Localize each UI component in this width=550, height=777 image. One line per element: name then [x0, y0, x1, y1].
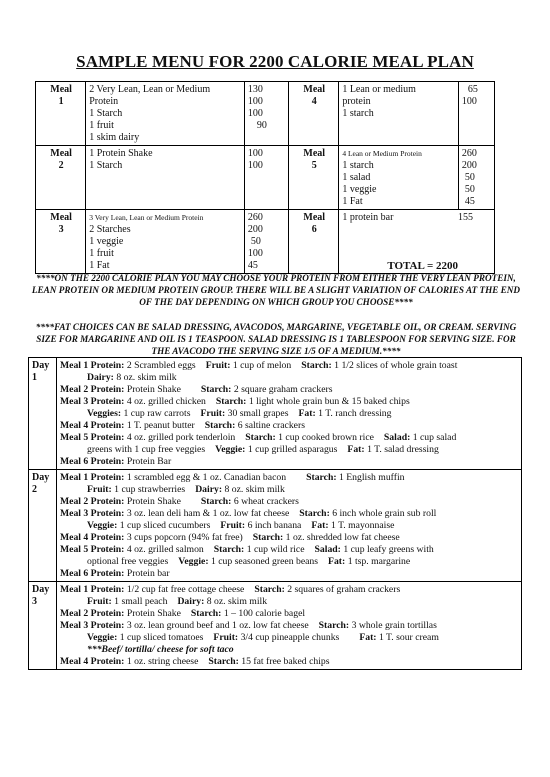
- meal-item: 1 protein bar: [342, 212, 394, 223]
- menu-category: Veggies:: [87, 408, 122, 419]
- menu-category: Meal 2 Protein:: [60, 496, 125, 507]
- menu-item-text: 4 oz. grilled chicken: [124, 396, 206, 407]
- meal-label-text: Meal: [50, 84, 72, 95]
- menu-category: Fruit:: [87, 596, 112, 607]
- menu-item-text: 1 cup strawberries: [111, 484, 186, 495]
- day-menu: [57, 358, 522, 470]
- menu-category: Meal 1 Protein:: [60, 584, 125, 595]
- day-menu: [57, 470, 522, 582]
- meal6-calories: 155: [458, 212, 473, 223]
- menu-line: [60, 556, 519, 568]
- menu-note: ***Beef/ tortilla/ cheese for soft taco: [87, 644, 234, 655]
- calorie-value: 45: [464, 196, 475, 207]
- meal-item: 1 Fat: [342, 196, 363, 207]
- menu-item-text: 6 saltine crackers: [235, 420, 305, 431]
- menu-category: Meal 4 Protein:: [60, 420, 125, 431]
- meal-item: 1 Starch: [89, 160, 123, 171]
- menu-category: Meal 3 Protein:: [60, 620, 125, 631]
- menu-category: Starch:: [208, 656, 239, 667]
- menu-item-text: 2 square graham crackers: [231, 384, 333, 395]
- meal-row: [36, 82, 495, 146]
- menu-item-text: Protein Shake: [124, 608, 181, 619]
- day-label: [29, 470, 57, 582]
- menu-line: [60, 656, 519, 668]
- meal-item: 1 Fat: [89, 260, 110, 271]
- meal-item: 1 fruit: [89, 120, 114, 131]
- meal-item: 1 veggie: [89, 236, 124, 247]
- day-label-number: 1: [32, 372, 37, 383]
- menu-category: Starch:: [301, 360, 332, 371]
- meal-item: 1 starch: [342, 108, 374, 119]
- menu-line: [60, 432, 519, 444]
- menu-item-text: 3 cups popcorn (94% fat free): [124, 532, 243, 543]
- calorie-value: 260: [461, 148, 477, 159]
- menu-item-text: 30 small grapes: [225, 408, 289, 419]
- menu-category: Meal 3 Protein:: [60, 508, 125, 519]
- menu-category: Meal 6 Protein:: [60, 456, 125, 467]
- calorie-value: 100: [247, 248, 263, 259]
- menu-item-text: 4 oz. grilled salmon: [124, 544, 204, 555]
- day-label: [29, 358, 57, 470]
- meal-item: 1 Protein Shake: [89, 148, 153, 159]
- menu-category: Veggie:: [215, 444, 246, 455]
- meal-item: 1 fruit: [89, 248, 114, 259]
- menu-line: [60, 420, 519, 432]
- meal-item: 1 veggie: [342, 184, 377, 195]
- menu-line: [60, 360, 519, 372]
- menu-category: Starch:: [190, 608, 222, 619]
- menu-line: [60, 568, 519, 580]
- menu-line: [60, 632, 519, 644]
- menu-item-text: 1 1/2 slices of whole grain toast: [331, 360, 458, 371]
- menu-item-text: 1 T. ranch dressing: [315, 408, 392, 419]
- menu-category: Starch:: [306, 472, 337, 483]
- meal-calories: [244, 210, 288, 274]
- day-label: [29, 582, 57, 670]
- meal-calories: [244, 146, 288, 210]
- menu-line: [60, 608, 519, 620]
- meal-label-number: 6: [311, 224, 317, 235]
- menu-line: [60, 384, 519, 396]
- menu-item-text: 1 T. sour cream: [376, 632, 439, 643]
- day-row: [29, 470, 522, 582]
- menu-category: Salad:: [383, 432, 411, 443]
- menu-category: Starch:: [213, 544, 245, 555]
- menu-item-text: 1 T. mayonnaise: [328, 520, 395, 531]
- meal-item: 4 Lean or Medium Protein: [342, 149, 422, 158]
- menu-line: [60, 620, 519, 632]
- meal-calories: [244, 82, 288, 146]
- menu-category: Meal 1 Protein:: [60, 360, 125, 371]
- menu-line: [60, 444, 519, 456]
- menu-item-text: 2 squares of graham crackers: [284, 584, 401, 595]
- meal-items: [339, 146, 459, 210]
- menu-item-text: 1 cup cooked brown rice: [275, 432, 374, 443]
- menu-category: Starch:: [204, 420, 236, 431]
- menu-category: Dairy:: [195, 484, 223, 495]
- menu-item-text: Protein bar: [124, 568, 170, 579]
- menu-category: Meal 5 Protein:: [60, 432, 125, 443]
- menu-line: [60, 644, 519, 656]
- day-label-number: 2: [32, 484, 37, 495]
- menu-category: Meal 3 Protein:: [60, 396, 125, 407]
- calorie-value: 100: [247, 96, 263, 107]
- menu-line: [60, 584, 519, 596]
- menu-category: Starch:: [200, 496, 232, 507]
- day-row: [29, 582, 522, 670]
- meal-label-text: Meal: [303, 84, 326, 95]
- meal-item: 1 Starch: [89, 108, 123, 119]
- menu-category: Starch:: [245, 432, 276, 443]
- meal-row: [36, 210, 495, 274]
- menu-item-text: 1 cup grilled asparagus: [245, 444, 338, 455]
- meal-item: 1 skim dairy: [89, 132, 140, 143]
- menu-category: Meal 4 Protein:: [60, 532, 125, 543]
- meal-items: [86, 82, 245, 146]
- calorie-value: 130: [247, 84, 263, 95]
- menu-category: Starch:: [318, 620, 350, 631]
- menu-item-text: 1 cup sliced tomatoes: [117, 632, 204, 643]
- menu-category: Starch:: [254, 584, 285, 595]
- calorie-value: 90: [256, 120, 267, 131]
- fat-note: ****FAT CHOICES CAN BE SALAD DRESSING, AVACODOS, MARGARINE, VEGETABLE OIL, OR CREAM. SERVING SIZE FOR MARGARINE AND OIL IS 1 TEASPOON. SALAD DRESSING IS 1 TABLESPOON FOR SERVING SIZE. FOR THE AVACODO THE SERVING SIZE 1/5 OF A MEDIUM.****: [35, 322, 517, 356]
- menu-item-text: 1 T. peanut butter: [124, 420, 195, 431]
- menu-category: Dairy:: [177, 596, 205, 607]
- menu-item-text: 1 cup wild rice: [244, 544, 305, 555]
- menu-category: Fat:: [311, 520, 329, 531]
- menu-category: Fruit:: [87, 484, 112, 495]
- meal-label: [36, 146, 86, 210]
- menu-item-text: 1 oz. shredded low fat cheese: [283, 532, 400, 543]
- menu-item-text: 1 English muffin: [336, 472, 405, 483]
- menu-item-text: 1 T. salad dressing: [364, 444, 439, 455]
- menu-category: Fruit:: [200, 408, 226, 419]
- menu-category: Meal 6 Protein:: [60, 568, 125, 579]
- menu-category: Veggie:: [178, 556, 209, 567]
- menu-item-text: 8 oz. skim milk: [222, 484, 285, 495]
- menu-line: [60, 396, 519, 408]
- menu-category: Starch:: [200, 384, 232, 395]
- meal-label-text: Meal: [50, 148, 72, 159]
- meal-label-number: 5: [311, 160, 317, 171]
- menu-item-text: 1 small peach: [111, 596, 168, 607]
- meal-label-text: Meal: [303, 212, 326, 223]
- menu-category: Salad:: [314, 544, 341, 555]
- menu-item-text: 1 – 100 calorie bagel: [221, 608, 306, 619]
- total-calories: TOTAL = 2200: [387, 260, 458, 272]
- menu-category: Starch:: [299, 508, 330, 519]
- menu-category: Fat:: [359, 632, 377, 643]
- meal-label: [289, 82, 339, 146]
- meal-plan-table: [35, 81, 495, 274]
- meal-label: [289, 210, 339, 274]
- meal-label-text: Meal: [50, 212, 72, 223]
- menu-line: [60, 544, 519, 556]
- calorie-value: 100: [247, 148, 263, 159]
- menu-category: Meal 4 Protein:: [60, 656, 125, 667]
- meal-item: 2 Starches: [89, 224, 131, 235]
- calorie-value: 45: [247, 260, 258, 271]
- day-label-text: Day: [32, 472, 50, 483]
- meal-item: Protein: [89, 96, 119, 107]
- meal-label-number: 1: [58, 96, 64, 107]
- meal-items: [86, 146, 245, 210]
- menu-item-text: 1 cup leafy greens with: [340, 544, 434, 555]
- menu-item-text: 1 oz. string cheese: [124, 656, 199, 667]
- day-label-text: Day: [32, 360, 50, 371]
- menu-item-text: Protein Shake: [124, 384, 181, 395]
- menu-item-text: Protein Shake: [124, 496, 181, 507]
- menu-item-text: optional free veggies: [87, 556, 169, 567]
- menu-item-text: greens with 1 cup free veggies: [87, 444, 206, 455]
- menu-category: Starch:: [215, 396, 247, 407]
- daily-menu-table: [28, 357, 522, 670]
- meal-label: [289, 146, 339, 210]
- calorie-value: 200: [247, 224, 263, 235]
- meal-label-number: 4: [311, 96, 317, 107]
- menu-line: [60, 408, 519, 420]
- menu-item-text: 1 cup of melon: [230, 360, 292, 371]
- menu-item-text: 1 light whole grain bun & 15 baked chips: [246, 396, 410, 407]
- menu-item-text: 1 scrambled egg & 1 oz. Canadian bacon: [124, 472, 287, 483]
- menu-item-text: 1 cup seasoned green beans: [208, 556, 319, 567]
- calorie-value: 200: [461, 160, 477, 171]
- menu-item-text: 4 oz. grilled pork tenderloin: [124, 432, 236, 443]
- meal-calories: [458, 146, 494, 210]
- page-title: SAMPLE MENU FOR 2200 CALORIE MEAL PLAN: [76, 52, 474, 71]
- meal-label-number: 3: [58, 224, 64, 235]
- menu-category: Meal 2 Protein:: [60, 384, 125, 395]
- menu-category: Fruit:: [213, 632, 239, 643]
- menu-item-text: 1 cup salad: [410, 432, 457, 443]
- menu-item-text: 3 oz. lean ground beef and 1 oz. low fat cheese: [124, 620, 309, 631]
- menu-line: [60, 596, 519, 608]
- menu-category: Fat:: [298, 408, 316, 419]
- menu-item-text: 3 whole grain tortillas: [349, 620, 437, 631]
- menu-line: [60, 532, 519, 544]
- meal-items: [339, 82, 459, 146]
- meal-item: 1 salad: [342, 172, 371, 183]
- meal-items: [86, 210, 245, 274]
- menu-line: [60, 484, 519, 496]
- menu-item-text: 1 tsp. margarine: [345, 556, 411, 567]
- menu-line: [60, 456, 519, 468]
- meal-label-text: Meal: [303, 148, 326, 159]
- calorie-value: 50: [464, 172, 475, 183]
- meal-label: [36, 82, 86, 146]
- menu-item-text: 6 inch whole grain sub roll: [329, 508, 437, 519]
- meal-item: protein: [342, 96, 371, 107]
- calorie-value: 50: [464, 184, 475, 195]
- menu-category: Fat:: [328, 556, 346, 567]
- day-label-number: 3: [32, 596, 37, 607]
- calorie-value: 100: [247, 108, 263, 119]
- menu-item-text: 1 cup raw carrots: [121, 408, 191, 419]
- menu-item-text: 1 cup sliced cucumbers: [117, 520, 211, 531]
- meal-label: [36, 210, 86, 274]
- calorie-value: 50: [250, 236, 261, 247]
- menu-category: Meal 1 Protein:: [60, 472, 125, 483]
- meal-calories: [458, 82, 494, 146]
- menu-line: [60, 472, 519, 484]
- menu-category: Starch:: [252, 532, 284, 543]
- day-row: [29, 358, 522, 470]
- meal-item: 3 Very Lean, Lean or Medium Protein: [89, 213, 204, 222]
- menu-item-text: 8 oz. skim milk: [204, 596, 268, 607]
- menu-line: [60, 372, 519, 384]
- menu-item-text: 2 Scrambled eggs: [124, 360, 196, 371]
- menu-line: [60, 520, 519, 532]
- menu-item-text: 3 oz. lean deli ham & 1 oz. low fat cheese: [124, 508, 290, 519]
- menu-item-text: 8 oz. skim milk: [113, 372, 177, 383]
- calorie-value: 100: [461, 96, 477, 107]
- menu-category: Meal 2 Protein:: [60, 608, 125, 619]
- calorie-value: 65: [467, 84, 478, 95]
- menu-item-text: Protein Bar: [124, 456, 172, 467]
- meal-label-number: 2: [58, 160, 64, 171]
- protein-note: ****ON THE 2200 CALORIE PLAN YOU MAY CHOOSE YOUR PROTEIN FROM EITHER THE VERY LEAN PROTEIN, LEAN PROTEIN OR MEDIUM PROTEIN GROUP. THERE WILL BE A SLIGHT VARIATION OF CALORIES AT THE END OF THE DAY DEPENDING ON WHICH GROUP YOU CHOOSE****: [31, 273, 521, 307]
- menu-line: [60, 496, 519, 508]
- menu-category: Dairy:: [87, 372, 114, 383]
- menu-category: Fat:: [347, 444, 365, 455]
- meal-row: [36, 146, 495, 210]
- menu-category: Veggie:: [87, 520, 118, 531]
- day-label-text: Day: [32, 584, 50, 595]
- menu-category: Veggie:: [87, 632, 118, 643]
- menu-item-text: 6 wheat crackers: [231, 496, 299, 507]
- menu-item-text: 15 fat free baked chips: [238, 656, 330, 667]
- menu-category: Fruit:: [205, 360, 231, 371]
- meal-item: 2 Very Lean, Lean or Medium: [89, 84, 211, 95]
- menu-item-text: 3/4 cup pineapple chunks: [238, 632, 340, 643]
- meal-item: 1 starch: [342, 160, 374, 171]
- meal-item: 1 Lean or medium: [342, 84, 416, 95]
- menu-item-text: 1/2 cup fat free cottage cheese: [124, 584, 245, 595]
- menu-item-text: 6 inch banana: [245, 520, 302, 531]
- menu-category: Meal 5 Protein:: [60, 544, 125, 555]
- calorie-value: 260: [247, 212, 263, 223]
- menu-category: Fruit:: [220, 520, 246, 531]
- day-menu: [57, 582, 522, 670]
- menu-line: [60, 508, 519, 520]
- calorie-value: 100: [247, 160, 263, 171]
